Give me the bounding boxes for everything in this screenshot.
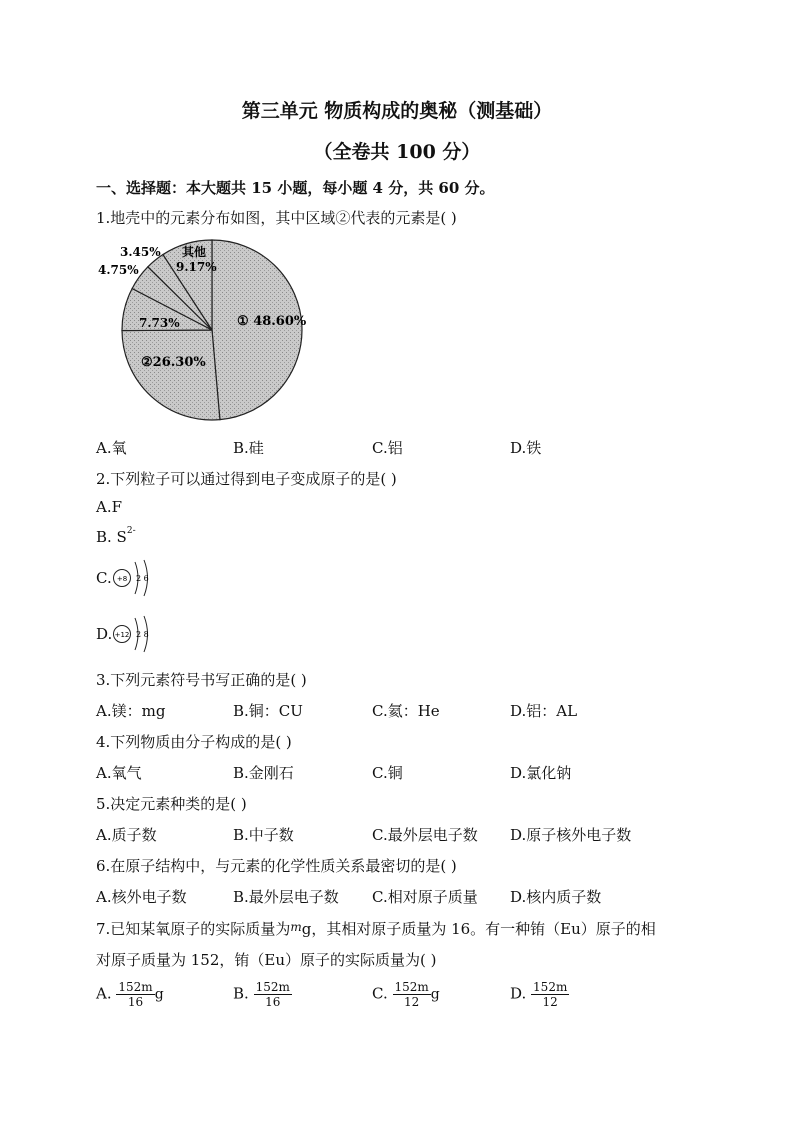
svg-text:2 8: 2 8 [136,630,149,639]
q7-option-b[interactable]: B. $\frac{152m}{16}$ [233,980,290,1009]
fraction: $\frac{152m}{12}$ [533,980,568,1009]
q1-option-c[interactable]: C.铝 [372,439,403,457]
q7-option-c[interactable]: C. $\frac{152m}{12}$ g [372,980,440,1009]
question-3-stem: 3.下列元素符号书写正确的是( ) [96,671,307,689]
question-1-stem: 1.地壳中的元素分布如图，其中区域②代表的元素是( ) [96,209,457,227]
q5-option-b[interactable]: B.中子数 [233,826,294,844]
q6-option-d[interactable]: D.核内质子数 [510,888,602,906]
pie-chart [96,238,326,428]
q5-option-d[interactable]: D.原子核外电子数 [510,826,632,844]
q2-option-b[interactable]: B. $S^{2-}$ [96,526,136,546]
page-subtitle: （全卷共 100 分） [313,141,481,163]
question-4-stem: 4.下列物质由分子构成的是( ) [96,733,292,751]
pie-slice-2 [122,330,220,420]
slice-label-5: 3.45% [120,245,161,259]
q4-option-a[interactable]: A.氧气 [96,764,142,782]
svg-text:2 6: 2 6 [136,574,149,583]
slice-label-1: ① 48.60% [237,314,307,329]
q5-option-c[interactable]: C.最外层电子数 [372,826,478,844]
slice-label-6-name: 其他 [182,245,207,259]
fraction: $\frac{152m}{16}$ [255,980,290,1009]
q1-option-d[interactable]: D.铁 [510,439,542,457]
section-heading: 一、选择题：本大题共 15 小题，每小题 4 分，共 60 分。 [96,179,495,197]
page-title: 第三单元 物质构成的奥秘（测基础） [241,100,553,122]
q1-option-b[interactable]: B.硅 [233,439,264,457]
q4-option-b[interactable]: B.金刚石 [233,764,294,782]
slice-label-2: ②26.30% [141,355,206,370]
q2-option-a[interactable]: A.F [96,498,123,516]
slice-label-4: 4.75% [98,263,139,277]
mass-variable: m [290,920,302,934]
svg-text:+12: +12 [114,631,130,639]
pie-slice-1 [212,240,302,420]
q3-option-d[interactable]: D.铝：AL [510,702,578,720]
svg-text:+8: +8 [116,575,128,583]
q1-option-a[interactable]: A.氧 [96,439,127,457]
q2-option-c[interactable]: C. [96,569,112,587]
q7-option-d[interactable]: D. $\frac{152m}{12}$ [510,980,568,1009]
charge-superscript: 2- [126,526,136,536]
q6-option-b[interactable]: B.最外层电子数 [233,888,339,906]
slice-label-3: 7.73% [139,316,180,330]
question-5-stem: 5.决定元素种类的是( ) [96,795,247,813]
q2-option-d[interactable]: D. [96,625,113,643]
question-7-stem: 7.已知某氧原子的实际质量为$^m$g，其相对原子质量为 16。有一种铕（Eu）原子的相 [96,920,656,938]
q6-option-c[interactable]: C.相对原子质量 [372,888,478,906]
question-6-stem: 6.在原子结构中，与元素的化学性质关系最密切的是( ) [96,857,457,875]
fraction: $\frac{152m}{16}$ [118,980,153,1009]
q3-option-a[interactable]: A.镁：mg [96,702,166,720]
slice-label-6: 9.17% [176,260,217,274]
fraction: $\frac{152m}{12}$ [394,980,429,1009]
question-7-stem-line2: 对原子质量为 152，铕（Eu）原子的实际质量为( ) [96,951,437,969]
q5-option-a[interactable]: A.质子数 [96,826,157,844]
q6-option-a[interactable]: A.核外电子数 [96,888,187,906]
atom-structure-diagram-c [110,556,160,600]
q4-option-d[interactable]: D.氯化钠 [510,764,572,782]
atom-structure-diagram-d [110,612,160,656]
q3-option-c[interactable]: C.氦：He [372,702,440,720]
q7-option-a[interactable]: A. $\frac{152m}{16}$ g [96,980,164,1009]
q4-option-c[interactable]: C.铜 [372,764,403,782]
q3-option-b[interactable]: B.铜：CU [233,702,303,720]
question-2-stem: 2.下列粒子可以通过得到电子变成原子的是( ) [96,470,397,488]
